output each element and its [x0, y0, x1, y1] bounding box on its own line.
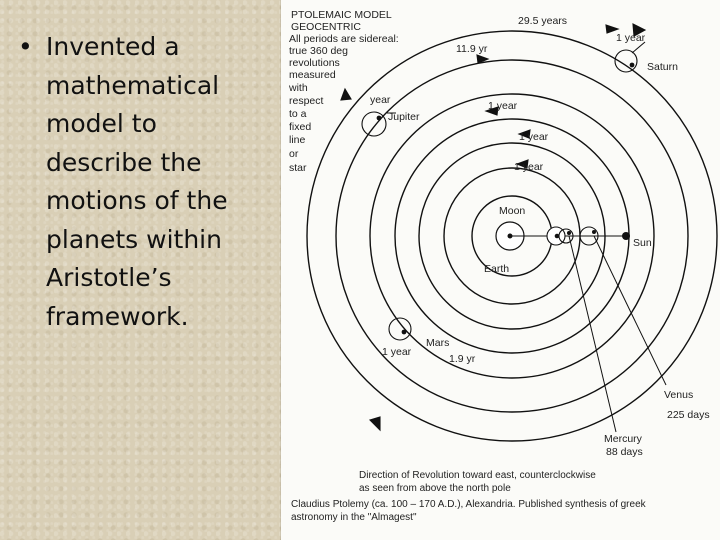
- sidereal-note-line-8: fixed: [289, 121, 312, 133]
- direction-arrows: [341, 24, 645, 430]
- bullet-line-4: describe the: [46, 147, 202, 177]
- ptolemaic-diagram-panel: [281, 0, 720, 540]
- bullet-marker: •: [18, 32, 33, 61]
- jupiter-epicycle-arrow: [341, 89, 351, 100]
- mars-period-label: 1.9 yr: [449, 353, 476, 365]
- bullet-line-8: framework.: [46, 301, 189, 331]
- earth-label: Earth: [484, 263, 510, 275]
- mercury-label: Mercury: [604, 433, 642, 445]
- sidereal-note-line-6: respect: [289, 95, 324, 107]
- bullet-line-5: motions of the: [46, 186, 228, 215]
- sidereal-note-line-2: true 360 deg: [289, 45, 348, 57]
- venus-period-label: 225 days: [667, 409, 710, 421]
- lower-left-direction-arrow: [370, 417, 380, 430]
- saturn-epicycle-label: 1 year: [616, 32, 646, 44]
- bullet-list: [18, 28, 268, 336]
- credit-line-1: Claudius Ptolemy (ca. 100 – 170 A.D.), Alexandria. Published synthesis of greek: [291, 499, 646, 510]
- jupiter-epicycle-label: year: [370, 94, 391, 106]
- venus-pointer: [594, 236, 666, 385]
- ring-one-year-label-a: 1 year: [488, 100, 518, 112]
- diagram-title-line-2: GEOCENTRIC: [291, 21, 362, 33]
- moon-label: Moon: [499, 205, 526, 217]
- ring-one-year-label-c: 1 year: [514, 161, 544, 173]
- bullet-line-2: mathematical: [46, 70, 220, 100]
- credit-line-2: astronomy in the "Almagest": [291, 512, 417, 523]
- sun-label: Sun: [633, 237, 652, 249]
- jupiter-period-label: 11.9 yr: [456, 43, 488, 55]
- ptolemaic-diagram: [281, 0, 720, 540]
- sidereal-note-line-1: All periods are sidereal:: [289, 33, 399, 45]
- venus-label: Venus: [664, 389, 694, 401]
- direction-note-line-2: as seen from above the north pole: [359, 483, 511, 494]
- ring-one-year-label-b: 1 year: [519, 131, 549, 143]
- sun-body: [622, 232, 630, 240]
- sidereal-note-line-7: to a: [289, 108, 307, 120]
- bullet-line-1: Invented a: [46, 32, 180, 61]
- direction-note-line-1: Direction of Revolution toward east, counterclockwise: [359, 470, 596, 481]
- sidereal-note-line-9: line: [289, 134, 306, 146]
- jupiter-epicycle: [362, 112, 386, 136]
- bullet-line-6: planets within: [46, 224, 222, 254]
- saturn-label: Saturn: [647, 61, 678, 73]
- bullet-line-7: Aristotle’s: [46, 263, 172, 292]
- sidereal-note-line-11: star: [289, 162, 307, 174]
- diagram-title-line-1: PTOLEMAIC MODEL: [291, 9, 392, 21]
- sidereal-note-line-4: measured: [289, 69, 336, 81]
- mars-label: Mars: [426, 337, 450, 349]
- bullet-line-3: model to: [46, 109, 157, 138]
- jupiter-label: Jupiter: [388, 111, 420, 123]
- sidereal-note-line-10: or: [289, 148, 299, 160]
- mars-epicycle: [389, 318, 411, 340]
- mars-epicycle-label: 1 year: [382, 346, 412, 358]
- bullet-item: [18, 28, 268, 336]
- sidereal-note-line-5: with: [289, 82, 308, 94]
- mercury-period-label: 88 days: [606, 446, 643, 458]
- saturn-period-label: 29.5 years: [518, 15, 568, 27]
- sidereal-note-line-3: revolutions: [289, 57, 340, 69]
